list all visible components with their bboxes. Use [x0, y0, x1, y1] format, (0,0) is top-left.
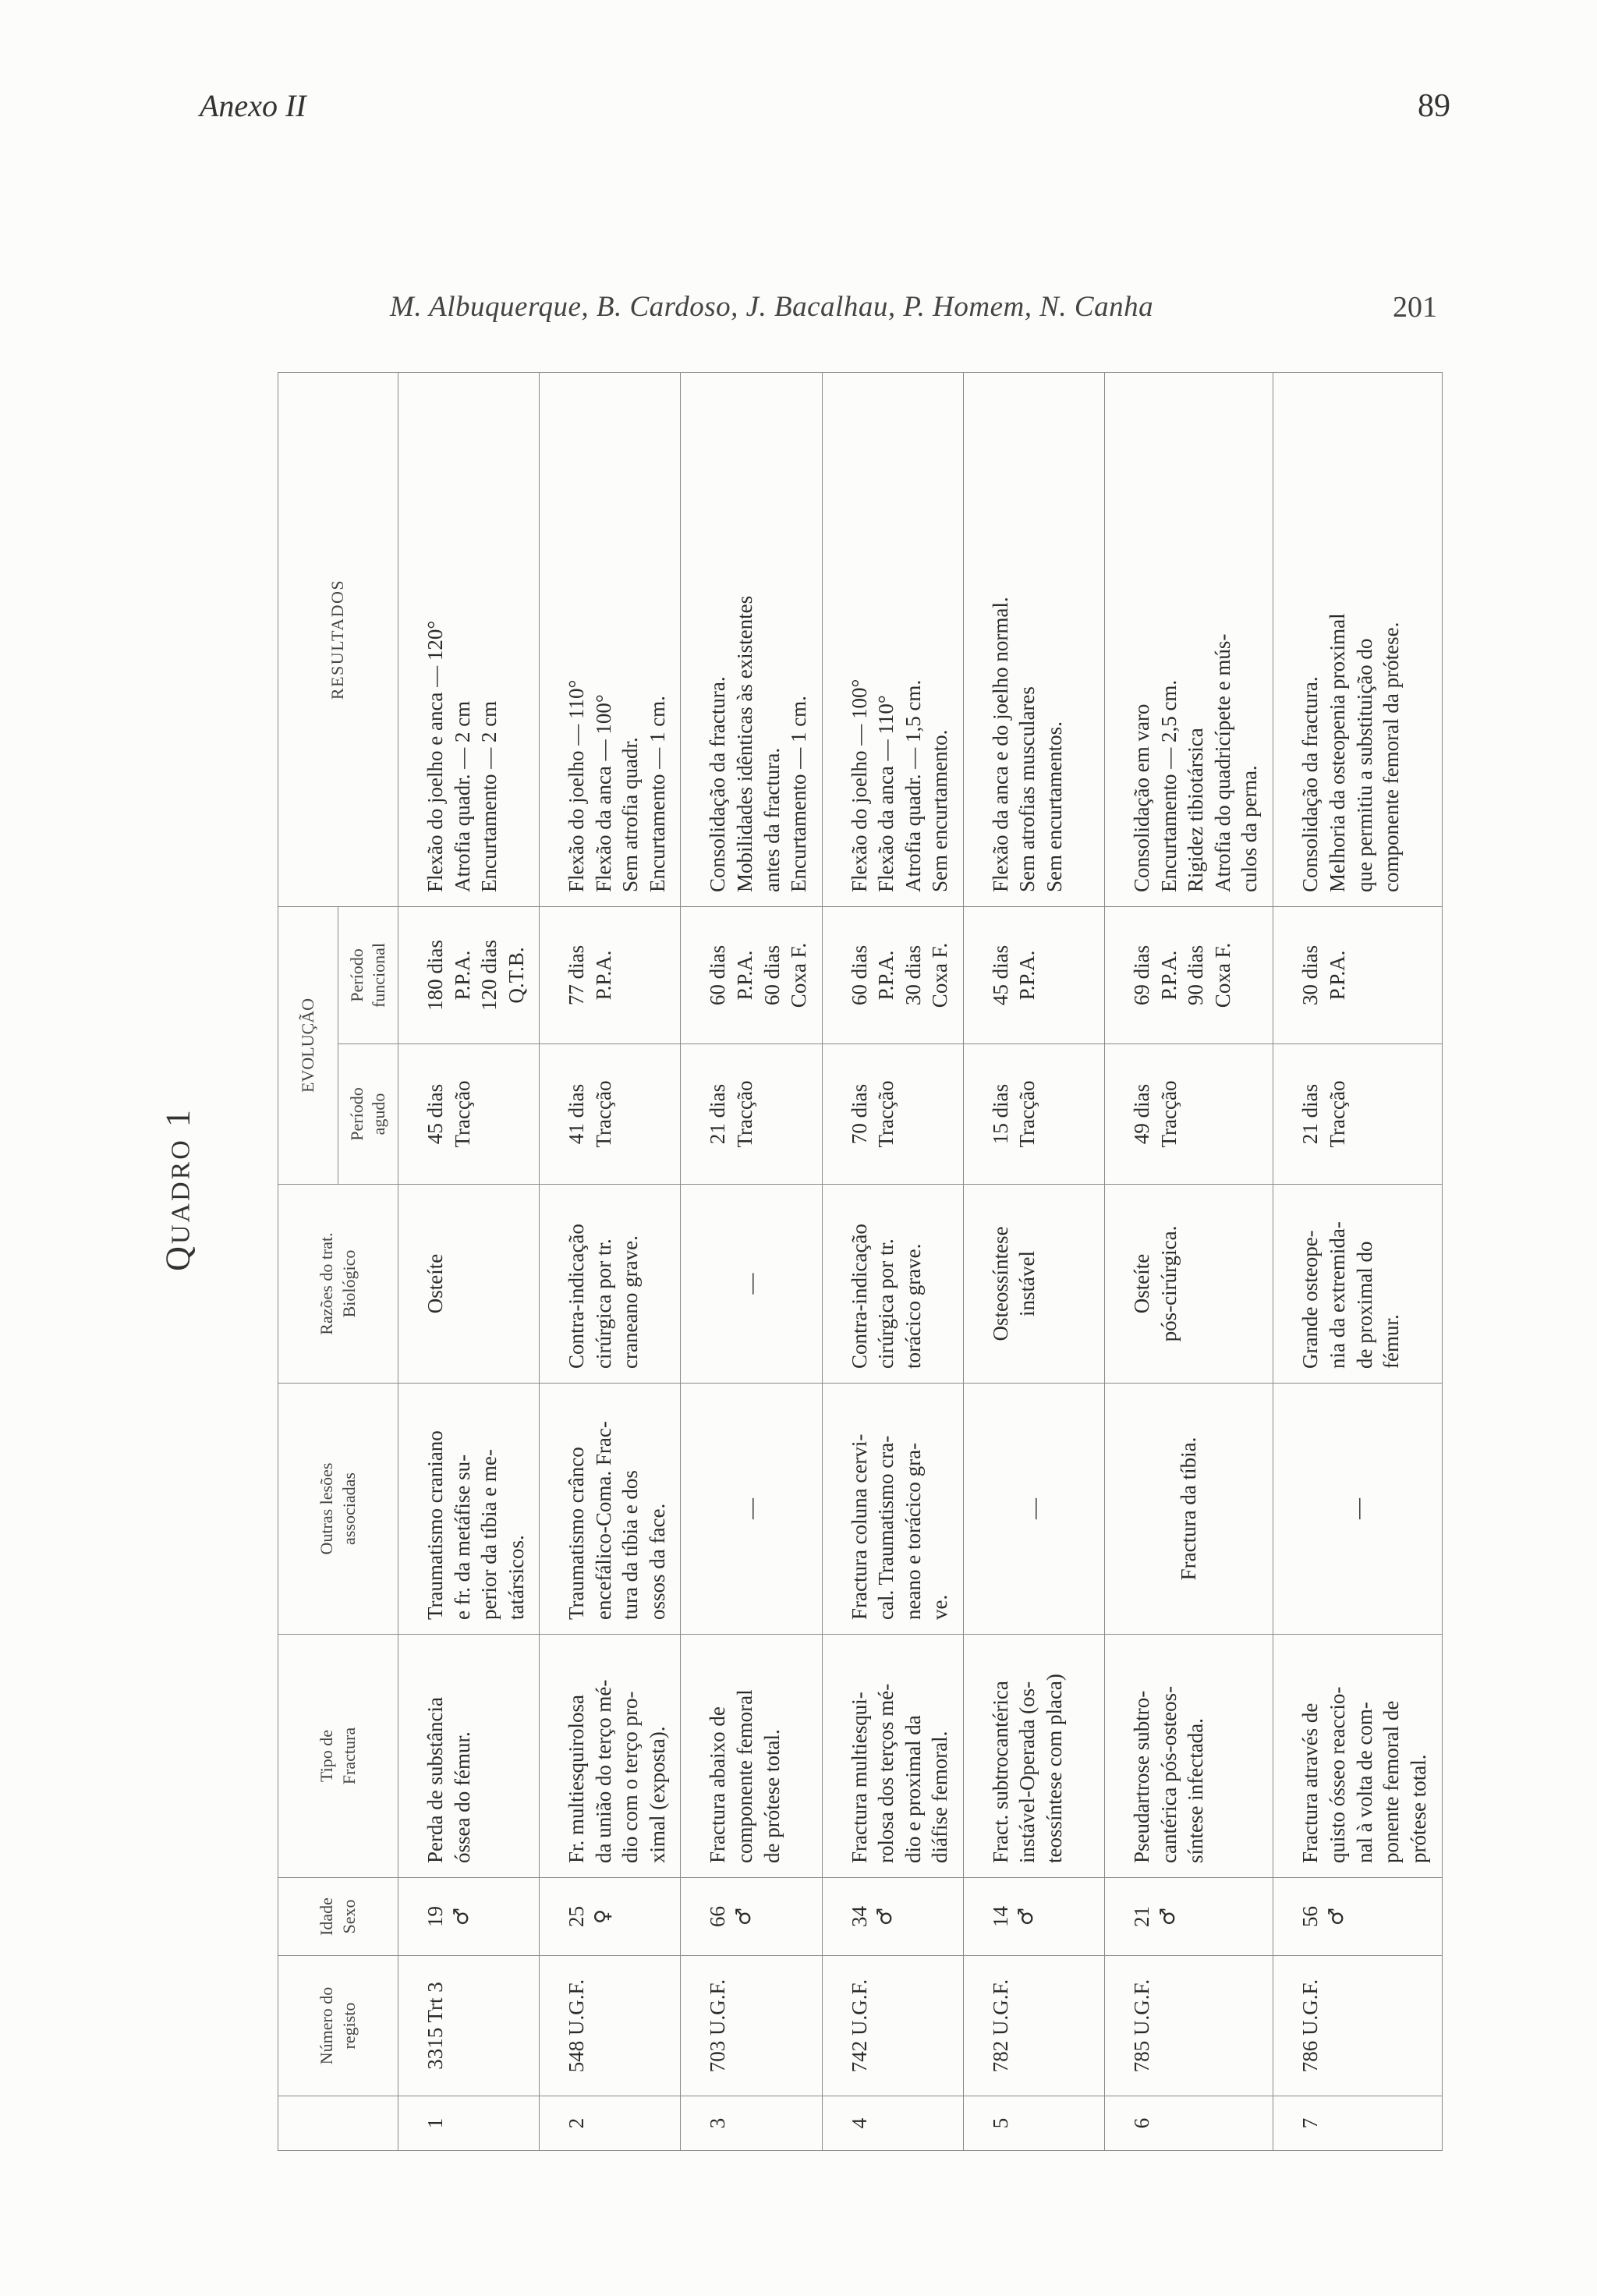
- table-row: [1273, 373, 1443, 2151]
- periodo-agudo-cell: 15 dias Tracção: [963, 1044, 1104, 1185]
- resultados-cell: Flexão do joelho — 110° Flexão da anca — 100° Sem atrofia quadr. Encurtamento — 1 cm.: [540, 373, 681, 907]
- registo-cell: 703 U.G.F.: [681, 1956, 822, 2096]
- periodo-agudo-cell: 49 dias Tracção: [1105, 1044, 1273, 1185]
- table-title-rest: UADRO: [166, 1138, 196, 1245]
- table-row: [540, 373, 681, 2151]
- idade-sexo-cell: 56 ♂: [1273, 1878, 1443, 1956]
- periodo-funcional-cell: 45 dias P.P.A.: [963, 907, 1104, 1044]
- outras-lesoes-cell: —: [681, 1384, 822, 1635]
- sex-symbol-icon: ♂: [1325, 1907, 1349, 1926]
- resultados-cell: Flexão da anca e do joelho normal. Sem atrofias musculares Sem encurtamentos.: [963, 373, 1104, 907]
- outras-lesoes-cell: Traumatismo crânco encefálico-Coma. Frac- tura da tíbia e dos ossos da face.: [540, 1384, 681, 1635]
- outras-lesoes-cell: Traumatismo craniano e fr. da metáfise su- perior da tíbia e me- tatársicos.: [398, 1384, 540, 1635]
- periodo-agudo-cell: 21 dias Tracção: [1273, 1044, 1443, 1185]
- header-periodo-agudo: Período agudo: [338, 1044, 398, 1185]
- table-row: [1105, 373, 1273, 2151]
- periodo-funcional-cell: 30 dias P.P.A.: [1273, 907, 1443, 1044]
- razoes-cell: Osteíte: [398, 1185, 540, 1384]
- razoes-cell: Contra-indicação cirúrgica por tr. craneano grave.: [540, 1185, 681, 1384]
- sex-symbol-icon: ♂: [873, 1907, 898, 1926]
- tipo-fractura-cell: Fract. subtrocantérica instável-Operada (os- teossíntese com placa): [963, 1635, 1104, 1878]
- resultados-cell: Consolidação da fractura. Melhoria da osteopenia proximal que permitiu a substituição do componente femoral da prótese.: [1273, 373, 1443, 907]
- idade-sexo-cell: 14 ♂: [963, 1878, 1104, 1956]
- periodo-funcional-cell: 180 dias P.P.A. 120 dias Q.T.B.: [398, 907, 540, 1044]
- periodo-funcional-cell: 60 dias P.P.A. 60 dias Coxa F.: [681, 907, 822, 1044]
- periodo-funcional-cell: 77 dias P.P.A.: [540, 907, 681, 1044]
- outras-lesoes-cell: —: [1273, 1384, 1443, 1635]
- tipo-fractura-cell: Pseudartrose subtro- cantérica pós-osteos- síntese infectada.: [1105, 1635, 1273, 1878]
- tipo-fractura-cell: Fractura multiesqui- rolosa dos terços mé- dio e proximal da diáfise femoral.: [822, 1635, 963, 1878]
- sex-symbol-icon: ♂: [1156, 1907, 1180, 1926]
- registo-cell: 785 U.G.F.: [1105, 1956, 1273, 2096]
- row-index: 3: [681, 2096, 822, 2151]
- tipo-fractura-cell: Fractura abaixo de componente femoral de prótese total.: [681, 1635, 822, 1878]
- resultados-cell: Flexão do joelho — 100° Flexão da anca — 110° Atrofia quadr. — 1,5 cm. Sem encurtamento.: [822, 373, 963, 907]
- table-row: [963, 373, 1104, 2151]
- row-index: 4: [822, 2096, 963, 2151]
- razoes-cell: Grande osteope- nia da extremida- de proximal do fémur.: [1273, 1185, 1443, 1384]
- tipo-fractura-cell: Perda de substância óssea do fémur.: [398, 1635, 540, 1878]
- razoes-cell: Osteíte pós-cirúrgica.: [1105, 1185, 1273, 1384]
- registo-cell: 782 U.G.F.: [963, 1956, 1104, 2096]
- table-title: [158, 1107, 198, 1271]
- sex-symbol-icon: ♂: [1015, 1907, 1039, 1926]
- resultados-cell: Consolidação em varo Encurtamento — 2,5 cm. Rigidez tibiotársica Atrofia do quadricípete e mús- culos da perna.: [1105, 373, 1273, 907]
- header-outras-lesoes: Outras lesões associadas: [278, 1384, 398, 1635]
- resultados-cell: Flexão do joelho e anca — 120° Atrofia quadr. — 2 cm Encurtamento — 2 cm: [398, 373, 540, 907]
- running-header-left: Anexo II: [200, 88, 306, 123]
- header-registo: Número do registo: [278, 1956, 398, 2096]
- periodo-agudo-cell: 70 dias Tracção: [822, 1044, 963, 1185]
- table-title-initial: Q: [158, 1244, 197, 1271]
- article-page-number: 201: [1393, 291, 1437, 324]
- razoes-cell: —: [681, 1185, 822, 1384]
- registo-cell: 742 U.G.F.: [822, 1956, 963, 2096]
- table-row: [681, 373, 822, 2151]
- idade-sexo-cell: 19 ♂: [398, 1878, 540, 1956]
- row-index: 1: [398, 2096, 540, 2151]
- outras-lesoes-cell: Fractura da tíbia.: [1105, 1384, 1273, 1635]
- header-tipo-fractura: Tipo de Fractura: [278, 1635, 398, 1878]
- sex-symbol-icon: ♂: [731, 1907, 756, 1926]
- header-resultados: RESULTADOS: [278, 373, 398, 907]
- table-title-number: 1: [158, 1107, 197, 1139]
- tipo-fractura-cell: Fractura através de quisto ósseo reaccio- nal à volta de com- ponente femoral de prótese total.: [1273, 1635, 1443, 1878]
- sex-symbol-icon: ♀: [590, 1908, 614, 1925]
- periodo-funcional-cell: 69 dias P.P.A. 90 dias Coxa F.: [1105, 907, 1273, 1044]
- razoes-cell: Contra-indicação cirúrgica por tr. torácico grave.: [822, 1185, 963, 1384]
- periodo-agudo-cell: 21 dias Tracção: [681, 1044, 822, 1185]
- idade-sexo-cell: 25 ♀: [540, 1878, 681, 1956]
- registo-cell: 548 U.G.F.: [540, 1956, 681, 2096]
- sex-symbol-icon: ♂: [449, 1907, 473, 1926]
- row-index: 2: [540, 2096, 681, 2151]
- table-row: [398, 373, 540, 2151]
- header-index: [278, 2096, 398, 2151]
- razoes-cell: Osteossíntese instável: [963, 1185, 1104, 1384]
- idade-sexo-cell: 21 ♂: [1105, 1878, 1273, 1956]
- header-periodo-funcional: Período funcional: [338, 907, 398, 1044]
- results-table: [278, 372, 1443, 2151]
- tipo-fractura-cell: Fr. multiesquirolosa da união do terço mé- dio com o terço pro- ximal (exposta).: [540, 1635, 681, 1878]
- periodo-funcional-cell: 60 dias P.P.A. 30 dias Coxa F.: [822, 907, 963, 1044]
- outras-lesoes-cell: Fractura coluna cervi- cal. Traumatismo cra- neano e torácico gra- ve.: [822, 1384, 963, 1635]
- table-container: [278, 373, 1443, 2151]
- registo-cell: 786 U.G.F.: [1273, 1956, 1443, 2096]
- idade-sexo-cell: 66 ♂: [681, 1878, 822, 1956]
- idade-sexo-cell: 34 ♂: [822, 1878, 963, 1956]
- resultados-cell: Consolidação da fractura. Mobilidades idênticas às existentes antes da fractura. Encurtamento — 1 cm.: [681, 373, 822, 907]
- header-idade-sexo: Idade Sexo: [278, 1878, 398, 1956]
- row-index: 6: [1105, 2096, 1273, 2151]
- periodo-agudo-cell: 41 dias Tracção: [540, 1044, 681, 1185]
- row-index: 7: [1273, 2096, 1443, 2151]
- article-authors: M. Albuquerque, B. Cardoso, J. Bacalhau, P. Homem, N. Canha: [390, 291, 1154, 323]
- outras-lesoes-cell: —: [963, 1384, 1104, 1635]
- header-evolucao: EVOLUÇÃO: [278, 907, 338, 1185]
- running-header-page-number: 89: [1418, 88, 1450, 124]
- header-razoes: Razões do trat. Biológico: [278, 1185, 398, 1384]
- row-index: 5: [963, 2096, 1104, 2151]
- registo-cell: 3315 Trt 3: [398, 1956, 540, 2096]
- table-row: [822, 373, 963, 2151]
- periodo-agudo-cell: 45 dias Tracção: [398, 1044, 540, 1185]
